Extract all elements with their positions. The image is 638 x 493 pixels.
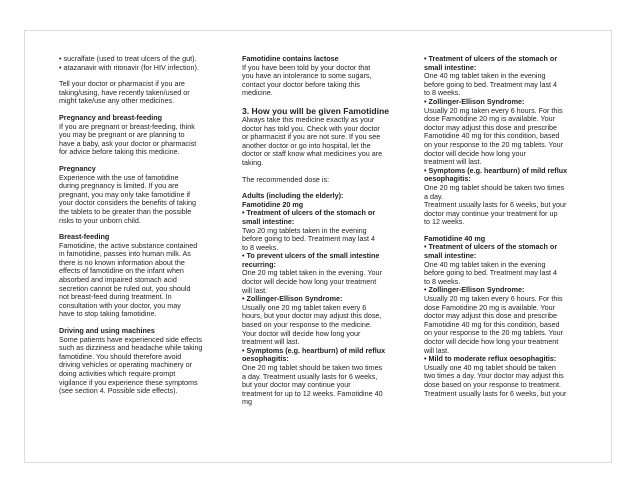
zollinger-ellison-heading: • Zollinger-Ellison Syndrome: bbox=[424, 96, 525, 106]
text-line: If you are pregnant or breast-feeding, think bbox=[59, 121, 195, 131]
interaction-bullets bbox=[59, 55, 224, 72]
column-1 bbox=[59, 55, 224, 396]
text-line: hours, but your doctor may adjust this dose, bbox=[242, 311, 382, 321]
text-line: doctor will decide how long your treatment bbox=[242, 277, 377, 287]
text-line: on your response to the 20 mg tablets. Your bbox=[424, 139, 564, 149]
text-line: to 12 weeks. bbox=[424, 217, 465, 227]
pregnancy-paragraph bbox=[59, 174, 224, 226]
text-line: or pharmacist if you are not sure. If you see bbox=[242, 132, 381, 142]
text-line: a day. bbox=[424, 191, 444, 201]
text-line: pregnant, you may only take famotidine if bbox=[59, 189, 191, 199]
bullet-line: • sucralfate (used to treat ulcers of the gut). bbox=[59, 54, 197, 63]
section-3-heading: 3. How you will be given Famotidine bbox=[242, 105, 390, 116]
ulcer-treatment-40-paragraph bbox=[424, 261, 584, 287]
text-line: Two 20 mg tablets taken in the evening bbox=[242, 225, 367, 235]
text-line: have a baby, ask your doctor or pharmacist bbox=[59, 138, 197, 148]
text-line: consultation with your doctor, you may bbox=[59, 300, 181, 310]
pregnancy-heading: Pregnancy bbox=[59, 163, 96, 173]
section-3-paragraph bbox=[242, 116, 400, 168]
text-line: dose Famotidine 20 mg is available. Your bbox=[424, 114, 556, 124]
prevent-ulcers-heading bbox=[242, 252, 400, 269]
text-line: Famotidine, the active substance contained bbox=[59, 240, 198, 250]
text-line: small intestine: bbox=[242, 216, 295, 226]
text-line: Experience with the use of famotidine bbox=[59, 172, 179, 182]
text-line: before going to bed. Treatment may last 4 bbox=[424, 79, 558, 89]
text-line: doctor may continue your treatment for up bbox=[424, 208, 558, 218]
zollinger-ellison-40-paragraph bbox=[424, 295, 584, 355]
text-line: secretion cannot be ruled out, you should bbox=[59, 283, 191, 293]
text-line: absorbed and impaired stomach acid bbox=[59, 275, 177, 285]
driving-paragraph bbox=[59, 336, 224, 396]
zollinger-ellison-40-heading: • Zollinger-Ellison Syndrome: bbox=[424, 285, 525, 295]
mild-reflux-paragraph bbox=[424, 364, 584, 398]
breastfeeding-paragraph bbox=[59, 242, 224, 319]
text-line: you have an intolerance to some sugars, bbox=[242, 71, 372, 81]
text-line: to 8 weeks. bbox=[242, 242, 279, 252]
pregnancy-breastfeeding-paragraph bbox=[59, 123, 224, 157]
reflux-symptoms-heading bbox=[242, 347, 400, 364]
column-3 bbox=[424, 55, 584, 398]
reflux-symptoms-paragraph bbox=[424, 184, 584, 227]
text-line: Famotidine 40 mg for this condition, based bbox=[424, 131, 560, 141]
text-line: the tablets to be greater than the possible bbox=[59, 206, 192, 216]
dose-intro: The recommended dose is: bbox=[242, 174, 330, 184]
mild-reflux-heading: • Mild to moderate reflux oesophagitis: bbox=[424, 354, 557, 364]
text-line: (see section 4. Possible side effects). bbox=[59, 386, 178, 396]
reflux-symptoms-heading bbox=[424, 167, 584, 184]
ulcer-treatment-40-heading bbox=[424, 243, 584, 260]
text-line: treatment will last. bbox=[242, 337, 300, 347]
pregnancy-breastfeeding-heading: Pregnancy and breast-feeding bbox=[59, 112, 163, 122]
text-line: famotidine. You should therefore avoid bbox=[59, 351, 182, 361]
text-line: • Treatment of ulcers of the stomach or bbox=[242, 208, 376, 218]
text-line: dose based on your response to treatment. bbox=[424, 379, 562, 389]
text-line: • Symptoms (e.g. heartburn) of mild reflux bbox=[242, 345, 386, 355]
text-line: doctor may adjust this dose and prescribe bbox=[424, 311, 558, 321]
lactose-paragraph bbox=[242, 64, 400, 98]
text-line: Treatment usually lasts for 6 weeks, but your bbox=[424, 200, 567, 210]
text-line: not breast-feed during treatment. In bbox=[59, 292, 172, 302]
text-line: doing activities which require prompt bbox=[59, 369, 176, 378]
text-line: taking/using, have recently taken/used or bbox=[59, 87, 190, 97]
text-line: driving vehicles or operating machinery or bbox=[59, 360, 193, 370]
text-line: small intestine: bbox=[424, 251, 477, 261]
text-line: effects of famotidine on the infant when bbox=[59, 266, 184, 276]
text-line: Usually one 40 mg tablet should be taken bbox=[424, 362, 556, 372]
text-line: recurring: bbox=[242, 259, 276, 269]
prevent-ulcers-paragraph bbox=[242, 269, 400, 295]
text-line: during pregnancy is limited. If you are bbox=[59, 181, 179, 191]
text-line: One 20 mg tablet should be taken two times bbox=[242, 363, 383, 372]
ulcer-treatment-paragraph bbox=[424, 72, 584, 98]
text-line: to 8 weeks. bbox=[424, 88, 461, 98]
text-line: doctor or staff know what medicines you are bbox=[242, 149, 383, 159]
text-line: doctor may adjust this dose and prescribe bbox=[424, 122, 558, 132]
ulcer-treatment-heading bbox=[424, 55, 584, 72]
text-line: you may be pregnant or are planning to bbox=[59, 130, 185, 140]
text-line: might take/use any other medicines. bbox=[59, 96, 175, 106]
text-line: before going to bed. Treatment may last 4 bbox=[242, 234, 376, 244]
adults-heading: Adults (including the elderly): bbox=[242, 191, 344, 201]
text-line: in famotidine, passes into human milk. As bbox=[59, 249, 191, 259]
text-line: doctor has told you. Check with your doctor bbox=[242, 123, 380, 133]
text-line: treatment for up to 12 weeks. Famotidine 40 bbox=[242, 388, 383, 398]
text-line: If you have been told by your doctor that bbox=[242, 62, 371, 72]
text-line: small intestine: bbox=[424, 62, 477, 72]
text-line: but your doctor may continue your bbox=[242, 380, 351, 390]
text-line: Some patients have experienced side effects bbox=[59, 334, 202, 344]
text-line: One 40 mg tablet taken in the evening bbox=[424, 259, 546, 269]
text-line: Always take this medicine exactly as your bbox=[242, 114, 375, 124]
text-line: will last. bbox=[242, 285, 268, 295]
text-line: two times a day. Your doctor may adjust this bbox=[424, 371, 564, 381]
text-line: • To prevent ulcers of the small intestine bbox=[242, 251, 380, 261]
column-2 bbox=[242, 55, 400, 407]
text-line: doctor will decide how long your treatment bbox=[424, 337, 559, 346]
text-line: there is no known information about the bbox=[59, 257, 185, 267]
text-line: for advice before taking this medicine. bbox=[59, 147, 180, 157]
text-line: based on your response to the medicine. bbox=[242, 320, 372, 330]
famotidine-40-heading: Famotidine 40 mg bbox=[424, 233, 486, 243]
breastfeeding-heading: Breast-feeding bbox=[59, 232, 110, 242]
text-line: have to stop taking famotidine. bbox=[59, 309, 157, 319]
zollinger-ellison-paragraph bbox=[242, 304, 400, 347]
text-line: Treatment usually lasts for 6 weeks, but your bbox=[424, 388, 567, 398]
reflux-symptoms-paragraph bbox=[242, 364, 400, 407]
text-line: before going to bed. Treatment may last 4 bbox=[424, 268, 558, 278]
text-line: One 40 mg tablet taken in the evening bbox=[424, 71, 546, 81]
zollinger-ellison-paragraph bbox=[424, 107, 584, 167]
driving-heading: Driving and using machines bbox=[59, 326, 155, 336]
zollinger-ellison-heading: • Zollinger-Ellison Syndrome: bbox=[242, 294, 343, 304]
text-line: your doctor considers the benefits of taking bbox=[59, 198, 197, 208]
ulcer-treatment-paragraph bbox=[242, 227, 400, 253]
text-line: Usually one 20 mg tablet taken every 6 bbox=[242, 302, 367, 312]
text-line: vigilance if you experience these symptoms bbox=[59, 377, 198, 387]
text-line: Usually 20 mg taken every 6 hours. For this bbox=[424, 294, 563, 304]
text-line: treatment will last. bbox=[424, 157, 482, 167]
text-line: contact your doctor before taking this bbox=[242, 79, 360, 89]
text-line: Tell your doctor or pharmacist if you are bbox=[59, 79, 185, 89]
text-line: One 20 mg tablet taken in the evening. Your bbox=[242, 268, 382, 278]
text-line: • Symptoms (e.g. heartburn) of mild reflux bbox=[424, 165, 568, 175]
text-line: dose Famotidine 20 mg is available. Your bbox=[424, 302, 556, 312]
text-line: medicine. bbox=[242, 88, 273, 98]
text-line: Famotidine 40 mg for this condition, based bbox=[424, 319, 560, 329]
tell-doctor-paragraph bbox=[59, 80, 224, 106]
text-line: • Treatment of ulcers of the stomach or bbox=[424, 242, 558, 252]
text-line: One 20 mg tablet should be taken two times bbox=[424, 182, 565, 192]
text-line: mg bbox=[242, 397, 252, 407]
text-line: Usually 20 mg taken every 6 hours. For this bbox=[424, 105, 563, 115]
text-line: taking. bbox=[242, 157, 264, 167]
lactose-heading: Famotidine contains lactose bbox=[242, 54, 339, 63]
text-line: Your doctor will decide how long your bbox=[242, 328, 361, 338]
bullet-line: • atazanavir with ritonavir (for HIV infection). bbox=[59, 62, 199, 72]
text-line: oesophagitis: bbox=[424, 174, 471, 184]
text-line: doctor will decide how long your bbox=[424, 148, 526, 158]
ulcer-treatment-heading bbox=[242, 209, 400, 226]
text-line: will last. bbox=[424, 345, 450, 355]
famotidine-20-heading: Famotidine 20 mg bbox=[242, 199, 304, 209]
text-line: another doctor or go into hospital, let the bbox=[242, 140, 371, 150]
text-line: such as dizziness and headache while taking bbox=[59, 343, 203, 353]
text-line: oesophagitis: bbox=[242, 354, 289, 364]
text-line: on your response to the 20 mg tablets. Your bbox=[424, 328, 564, 338]
text-line: • Treatment of ulcers of the stomach or bbox=[424, 54, 558, 63]
text-line: to 8 weeks. bbox=[424, 276, 461, 286]
text-line: a day. Treatment usually lasts for 6 weeks, bbox=[242, 371, 378, 381]
text-line: risks to your unborn child. bbox=[59, 215, 141, 225]
